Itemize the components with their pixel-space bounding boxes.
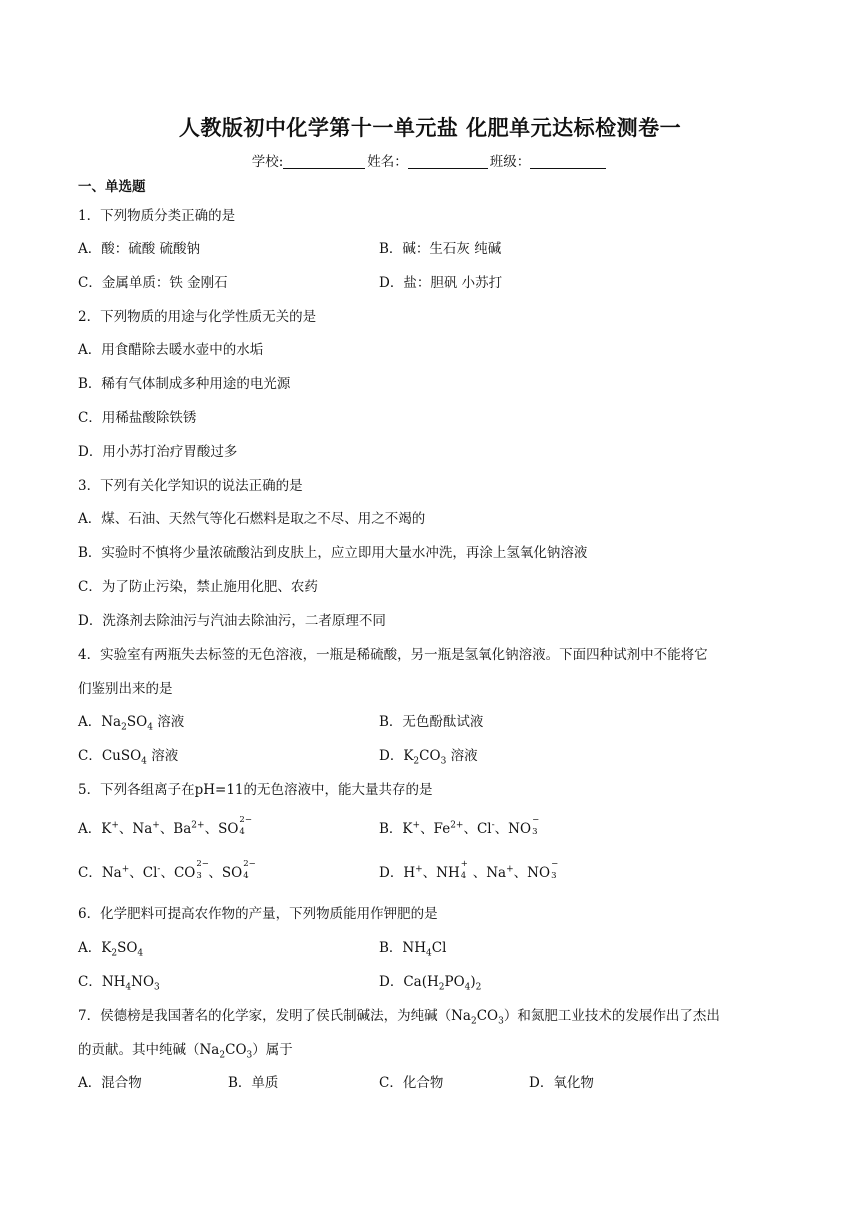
q7-stem-line1: 7．侯德榜是我国著名的化学家，发明了侯氏制碱法，为纯碱$(Na_2CO_3)$和氮肥工业技术的发展作出了杰出 [78, 1008, 720, 1027]
q5-option-a[interactable]: A．K+、Na+、$Ba^{2+}$、SO 2− 4 [78, 815, 252, 837]
q6-option-c[interactable]: C．$NH_4NO_3$ [78, 974, 160, 993]
q7-option-d[interactable]: D．氧化物 [529, 1075, 594, 1091]
name-blank[interactable] [408, 154, 488, 169]
school-label: 学校: [251, 154, 284, 170]
q4-option-d[interactable]: D．$K_2CO_3$ 溶液 [379, 748, 478, 767]
q5-option-c[interactable]: C．Na+、Cl-、CO 2− 3 、SO 2− 4 [78, 859, 256, 881]
q4-stem-line2: 们鉴别出来的是 [78, 681, 173, 697]
q6-option-b[interactable]: B．$NH_4Cl$ [379, 940, 447, 959]
q3-option-d[interactable]: D．洗涤剂去除油污与汽油去除油污，二者原理不同 [78, 613, 386, 629]
q2-option-b[interactable]: B．稀有气体制成多种用途的电光源 [78, 376, 291, 392]
q1-stem: 1．下列物质分类正确的是 [78, 208, 236, 224]
q7-stem-line2: 的贡献。其中纯碱$(Na_2CO_3)$属于 [78, 1042, 293, 1061]
q6-option-a[interactable]: A．$K_2SO_4$ [78, 940, 144, 959]
q3-option-c[interactable]: C．为了防止污染，禁止施用化肥、农药 [78, 579, 318, 595]
q2-option-d[interactable]: D．用小苏打治疗胃酸过多 [78, 444, 238, 460]
q3-option-a[interactable]: A．煤、石油、天然气等化石燃料是取之不尽、用之不竭的 [78, 511, 426, 527]
section-title: 一、单选题 [78, 179, 146, 195]
q4-option-a[interactable]: A．$Na_2SO_4$ 溶液 [78, 714, 185, 733]
q4-option-b[interactable]: B．无色酚酞试液 [379, 714, 484, 730]
q5-stem: 5．下列各组离子在pH=11的无色溶液中，能大量共存的是 [78, 782, 433, 798]
q4-stem-line1: 4．实验室有两瓶失去标签的无色溶液，一瓶是稀硫酸，另一瓶是氢氧化钠溶液。下面四种试剂中不能将它 [78, 647, 708, 663]
q7-option-b[interactable]: B．单质 [228, 1075, 279, 1091]
q7-option-a[interactable]: A．混合物 [78, 1075, 142, 1091]
q6-option-d[interactable]: D．$Ca(H_2PO_4)_2$ [379, 974, 482, 993]
school-blank[interactable] [283, 154, 365, 169]
q5-option-b[interactable]: B．K+、$Fe^{2+}$、Cl-、NO − 3 [379, 815, 540, 837]
q1-option-a[interactable]: A．酸：硫酸 硫酸钠 [78, 241, 201, 257]
q1-option-d[interactable]: D．盐：胆矾 小苏打 [379, 275, 503, 291]
q1-option-b[interactable]: B．碱：生石灰 纯碱 [379, 241, 502, 257]
name-label: 姓名： [367, 154, 408, 170]
q2-stem: 2．下列物质的用途与化学性质无关的是 [78, 309, 317, 325]
page-title: 人教版初中化学第十一单元盐 化肥单元达标检测卷一 [178, 116, 682, 140]
student-info [0, 150, 860, 170]
q7-option-c[interactable]: C．化合物 [379, 1075, 444, 1091]
class-label: 班级： [489, 154, 531, 170]
q3-option-b[interactable]: B．实验时不慎将少量浓硫酸沾到皮肤上，应立即用大量水冲洗，再涂上氢氧化钠溶液 [78, 545, 588, 561]
q2-option-a[interactable]: A．用食醋除去暖水壶中的水垢 [78, 342, 264, 358]
q6-stem: 6．化学肥料可提高农作物的产量，下列物质能用作钾肥的是 [78, 906, 438, 922]
q3-stem: 3．下列有关化学知识的说法正确的是 [78, 478, 303, 494]
q4-option-c[interactable]: C．CuSO$_4$ 溶液 [78, 748, 179, 767]
q5-option-d[interactable]: D．H+、NH + 4 、Na+、NO − 3 [379, 859, 559, 881]
q2-option-c[interactable]: C．用稀盐酸除铁锈 [78, 410, 197, 426]
q1-option-c[interactable]: C．金属单质：铁 金刚石 [78, 275, 228, 291]
class-blank[interactable] [530, 154, 606, 169]
